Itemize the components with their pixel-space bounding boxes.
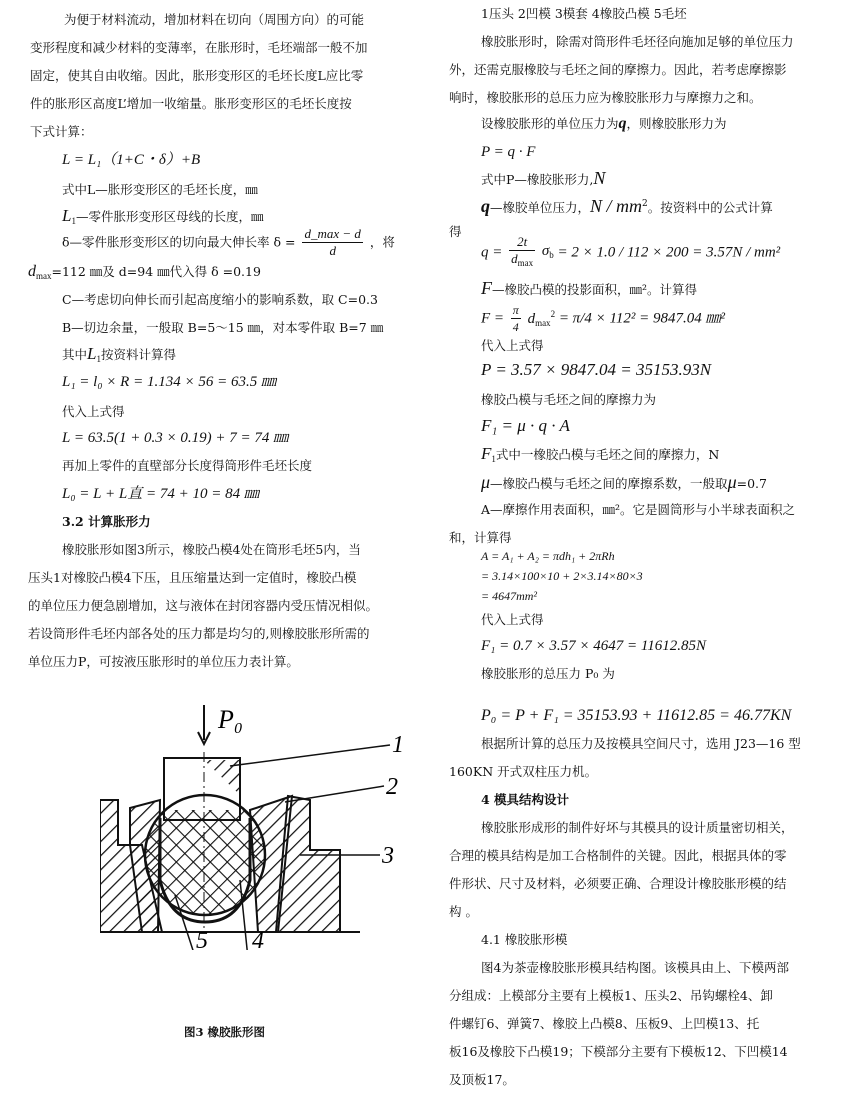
label-4: 4: [252, 928, 264, 950]
equation-P-value: P = 3.57 × 9847.04 = 35153.93N: [481, 360, 712, 379]
definition-B: B—切边余量，一般取 B=5～15 ㎜，对本零件取 B=7 ㎜: [62, 320, 384, 335]
equation-P0: P₀ = P + F₁ = 35153.93 + 11612.85 = 46.77KN: [481, 707, 792, 724]
equation-L0: L₀ = L + L直 = 74 + 10 = 84 ㎜: [62, 486, 259, 502]
definition-L1: $L_1—$零件胀形变形区母线的长度，㎜: [62, 206, 264, 226]
press-selection-line: 根据所计算的总压力及按模具空间尺寸，选用 J23—16 型: [481, 736, 801, 751]
definition-A: A—摩擦作用表面积，㎜²。它是圆筒形与小半球表面积之: [481, 502, 796, 517]
paragraph-line: 压头1对橡胶凸模4下压，且压缩量达到一定值时，橡胶凸模: [28, 570, 357, 585]
paragraph-line: 构 。: [449, 904, 478, 919]
definition-C: C—考虑切向伸长而引起高度缩小的影响系数，取 C=0.3: [62, 292, 378, 307]
definition-F: F—橡胶凸模的投影面积，㎜²。计算得: [481, 278, 698, 298]
equation-A-3: = 4647mm²: [481, 589, 538, 603]
paragraph-line: 及顶板17。: [449, 1072, 515, 1087]
paragraph-line: 分组成：上模部分主要有上模板1、压头2、吊钩螺栓4、卸: [449, 988, 773, 1003]
dmax-line: $d_{max}=112$ ㎜及 d=94 ㎜代入得 δ =0.19: [28, 263, 261, 281]
paragraph-line: 为便于材料流动，增加材料在切向（周围方向）的可能: [64, 12, 365, 27]
substitute-text: 代入上式得: [481, 338, 544, 353]
paragraph-line: 件的胀形区高度L’增加一收缩量。胀形变形区的毛坯长度按: [30, 96, 352, 111]
definition-F1: $F_1$式中一橡胶凸模与毛坯之间的摩擦力，N: [481, 444, 720, 464]
section-heading-4: 4 模具结构设计: [481, 792, 570, 807]
total-force-text: 橡胶胀形的总压力 P₀ 为: [481, 666, 615, 681]
equation-A-1: A = A₁ + A₂ = πdh₁ + 2πRh: [481, 549, 615, 563]
paragraph-line: 固定，使其自由收缩。因此，胀形变形区的毛坯长度L应比零: [30, 68, 364, 83]
delta-fraction: $\frac{d\_\max - d}{d}$: [304, 226, 361, 258]
substitute-text-2: 代入上式得: [481, 612, 544, 627]
substitute-text: 代入上式得: [62, 404, 125, 419]
force-label: P₀: [218, 705, 243, 734]
figure-3-rubber-bulging-diagram: [100, 700, 420, 950]
paragraph-line: 合理的模具结构是加工合格制件的关键。因此，根据具体的零: [449, 848, 787, 863]
paragraph-line: 橡胶胀形如图3所示，橡胶凸模4处在筒形毛坯5内，当: [62, 542, 361, 557]
label-5: 5: [196, 928, 208, 950]
equation-L-value: L = 63.5(1 + 0.3 × 0.19) + 7 = 74 ㎜: [62, 430, 289, 446]
definition-q: q—橡胶单位压力，N / $mm^2$。按资料中的公式计算: [481, 196, 773, 216]
definition-L: 式中L—胀形变形区的毛坯长度，㎜: [62, 182, 258, 197]
paragraph-line: 的单位压力便急剧增加，这与液体在封闭容器内受压情况相似。: [28, 598, 379, 613]
section-heading-4-1: 4.1 橡胶胀形模: [481, 932, 568, 947]
equation-F: F = $\frac{\pi}{4}$ $d_{max}^2 = \pi/4 \times 112^2 = 9847.04$ ㎜²: [481, 303, 725, 334]
paragraph-line: 若设筒形件毛坯内部各处的压力都是均匀的,则橡胶胀形所需的: [28, 626, 370, 641]
press-selection-line: 160KN 开式双柱压力机。: [449, 764, 598, 779]
paragraph-line: 橡胶胀形时，除需对筒形件毛坯径向施加足够的单位压力: [481, 34, 794, 49]
equation-P: P = q · F: [481, 144, 536, 160]
equation-A-2: = 3.14×100×10 + 2×3.14×80×3: [481, 569, 643, 583]
paragraph-line: 件形状、尺寸及材料，必须要正确、合理设计橡胶胀形模的结: [449, 876, 787, 891]
paragraph-line: 响时，橡胶胀形的总压力应为橡胶胀形力与摩擦力之和。: [449, 90, 762, 105]
label-3: 3: [382, 843, 394, 869]
paragraph-line: 变形程度和减少材料的变薄率，在胀形时，毛坯端部一般不加: [30, 40, 368, 55]
paragraph-line: 件螺钉6、弹簧7、橡胶上凸模8、压板9、上凹模13、托: [449, 1016, 760, 1031]
equation-L1: L₁ = l₀ × R = 1.134 × 56 = 63.5 ㎜: [62, 374, 276, 390]
paragraph-line: 外，还需克服橡胶与毛坯之间的摩擦力。因此，若考虑摩擦影: [449, 62, 787, 77]
definition-mu: μ—橡胶凸模与毛坯之间的摩擦系数，一般取μ=0.7: [481, 472, 767, 492]
label-2: 2: [386, 774, 398, 800]
set-q-line: 设橡胶胀形的单位压力为q，则橡胶胀形力为: [481, 115, 727, 132]
definition-P: 式中P—橡胶胀形力,N: [481, 168, 606, 188]
equation-F1: F₁ = μ · q · A: [481, 416, 570, 435]
paragraph-line: 橡胶胀形成形的制件好坏与其模具的设计质量密切相关，: [481, 820, 794, 835]
section-heading-3-2: 3.2 计算胀形力: [62, 514, 151, 529]
friction-text: 橡胶凸模与毛坯之间的摩擦力为: [481, 392, 657, 407]
paragraph-line: 板16及橡胶下凸模19；下模部分主要有下模板12、下凹模14: [449, 1044, 788, 1059]
de-text: 得: [449, 224, 462, 239]
equation-q: q = $\frac{2t}{d_{max}}$ $\sigma_b = 2 \times 1.0 / 112 \times 200 = 3.57N / mm^2$: [481, 234, 781, 268]
L1-calc-text: 其中$L_1$按资料计算得: [62, 344, 176, 364]
figure-3-caption: 图3 橡胶胀形图: [184, 1025, 266, 1039]
paragraph-line: 下式计算：: [30, 124, 93, 139]
paragraph-line: 图4为茶壶橡胶胀形模具结构图。该模具由上、下模两部: [481, 960, 789, 975]
equation-L: L = L₁（1+C・δ）+B: [62, 152, 201, 168]
figure-legend: 1压头 2凹模 3模套 4橡胶凸模 5毛坯: [481, 6, 687, 21]
add-length-text: 再加上零件的直壁部分长度得筒形件毛坯长度: [62, 458, 313, 473]
definition-delta: δ—零件胀形变形区的切向最大伸长率 δ = $\frac{d\_\max - d}{d}$ ，将: [62, 226, 395, 258]
equation-F1-value: F₁ = 0.7 × 3.57 × 4647 = 11612.85N: [481, 638, 707, 654]
paragraph-line: 单位压力P，可按液压胀形时的单位压力表计算。: [28, 654, 299, 669]
label-1: 1: [392, 732, 404, 758]
definition-A-cont: 和，计算得: [449, 530, 512, 545]
die-sleeve-right: [276, 796, 340, 932]
